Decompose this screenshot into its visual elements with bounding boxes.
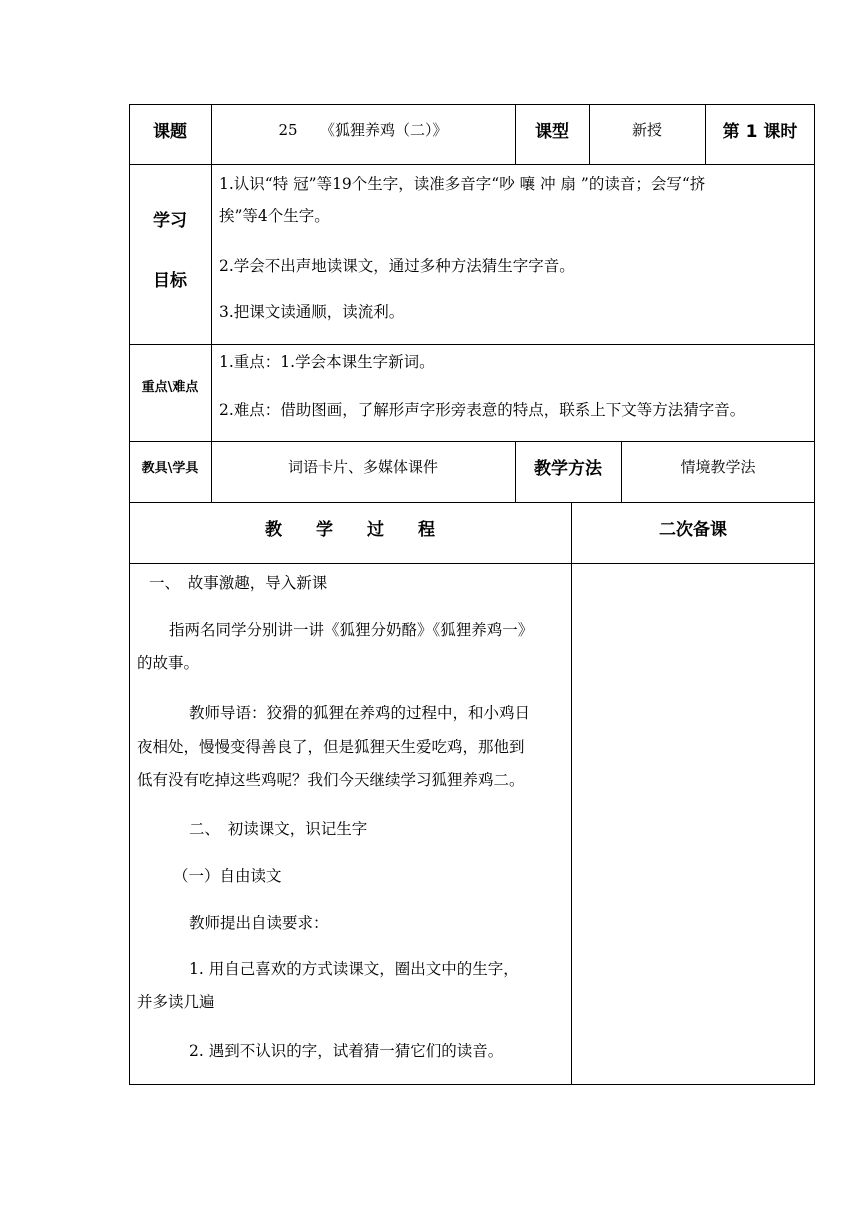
period-label: 第 1 课时 — [722, 121, 798, 142]
objective-item: 2.学会不出声地读课文，通过多种方法猜生字字音。 — [219, 257, 575, 275]
objective-item: 3.把课文读通顺，读流利。 — [219, 303, 405, 321]
key-point-item: 1.重点：1.学会本课生字新词。 — [219, 353, 435, 371]
objective-item: 挨”等4个生字。 — [219, 207, 330, 225]
table-border-bottom — [129, 1084, 815, 1085]
process-line: 的故事。 — [137, 654, 200, 672]
second-prep-header: 二次备课 — [659, 519, 727, 540]
process-line: 一、 故事激趣，导入新课 — [149, 574, 328, 592]
type-label: 课型 — [535, 121, 569, 142]
lesson-plan-table — [129, 104, 815, 1085]
process-line: （一）自由读文 — [173, 867, 282, 885]
row-divider — [129, 164, 815, 165]
process-line: 低有没有吃掉这些鸡呢？我们今天继续学习狐狸养鸡二。 — [137, 771, 525, 789]
process-line: 教师提出自读要求： — [189, 914, 329, 932]
table-border-right — [814, 104, 815, 1085]
topic-label: 课题 — [153, 121, 187, 142]
process-line: 夜相处，慢慢变得善良了，但是狐狸天生爱吃鸡，那他到 — [137, 738, 525, 756]
objectives-label-line1: 学习 — [153, 211, 187, 231]
method-value: 情境教学法 — [680, 457, 756, 476]
process-line: 指两名同学分别讲一讲《狐狸分奶酪》《狐狸养鸡一》 — [169, 621, 534, 639]
key-points-label: 重点\难点 — [141, 380, 199, 395]
method-label: 教学方法 — [534, 458, 602, 479]
row-divider — [129, 563, 815, 564]
type-value: 新授 — [631, 120, 662, 139]
process-line: 1. 用自己喜欢的方式读课文，圈出文中的生字， — [189, 960, 519, 978]
row-divider — [129, 344, 815, 345]
process-line: 2. 遇到不认识的字，试着猜一猜它们的读音。 — [189, 1042, 504, 1060]
table-border-left — [129, 104, 130, 1085]
column-divider — [571, 502, 572, 1085]
process-line: 教师导语：狡猾的狐狸在养鸡的过程中，和小鸡日 — [189, 704, 531, 722]
process-line: 二、 初读课文，识记生字 — [189, 820, 368, 838]
process-line: 并多读几遍 — [137, 993, 215, 1011]
tools-value: 词语卡片、多媒体课件 — [287, 457, 438, 476]
tools-label: 教具\学具 — [141, 460, 199, 476]
objective-item: 1.认识“特 冠”等19个生字，读准多音字“吵 嚷 冲 扇 ”的读音；会写“挤 — [219, 175, 706, 193]
key-point-item: 2.难点：借助图画，了解形声字形旁表意的特点，联系上下文等方法猜字音。 — [219, 401, 746, 419]
topic-value: 25 《狐狸养鸡（二）》 — [278, 120, 448, 139]
process-header: 教 学 过 程 — [265, 519, 435, 540]
objectives-label-line2: 目标 — [153, 271, 187, 291]
